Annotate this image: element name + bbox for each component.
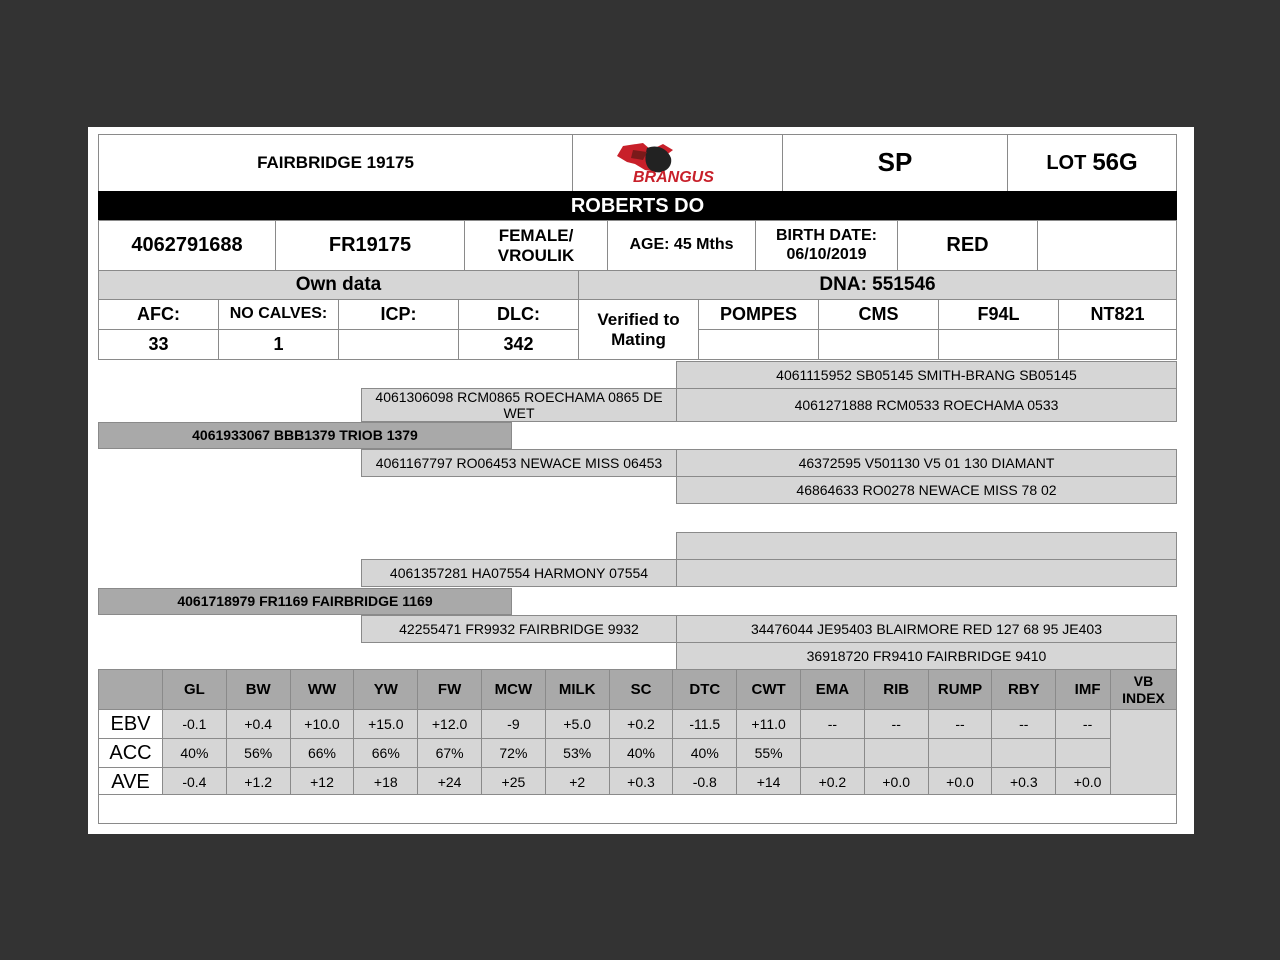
ebv-cell-ebv-rib: --: [864, 709, 929, 739]
ebv-col-bw: BW: [226, 669, 291, 710]
pedigree-dam: 4061718979 FR1169 FAIRBRIDGE 1169: [98, 588, 512, 615]
vb-index-value: [1110, 709, 1177, 795]
birth-date: BIRTH DATE: 06/10/2019: [755, 220, 898, 271]
ebv-col-gl: GL: [162, 669, 227, 710]
own-data-title: Own data: [98, 270, 579, 300]
ebv-cell-acc-sc: 40%: [609, 738, 674, 768]
verified-to-mating: Verified to Mating: [578, 299, 699, 360]
pedigree-dam-sire: 4061357281 HA07554 HARMONY 07554: [361, 559, 677, 587]
ebv-row-label-acc: ACC: [98, 738, 163, 768]
ebv-cell-ebv-cwt: +11.0: [736, 709, 801, 739]
ebv-cell-ave-sc: +0.3: [609, 767, 674, 797]
dna-title: DNA: 551546: [578, 270, 1177, 300]
ebv-cell-acc-rump: [928, 738, 993, 768]
ebv-cell-acc-bw: 56%: [226, 738, 291, 768]
afc-value: 33: [98, 329, 219, 360]
ebv-cell-ave-cwt: +14: [736, 767, 801, 797]
ebv-cell-acc-mcw: 72%: [481, 738, 546, 768]
f94l-value: [938, 329, 1059, 360]
pedigree-sire: 4061933067 BBB1379 TRIOB 1379: [98, 422, 512, 449]
ebv-col-yw: YW: [353, 669, 418, 710]
ebv-cell-ebv-rby: --: [991, 709, 1056, 739]
pedigree-sire-dam-sire: 46372595 V501130 V5 01 130 DIAMANT: [676, 449, 1177, 477]
ebv-cell-ebv-rump: --: [928, 709, 993, 739]
ebv-cell-ebv-mcw: -9: [481, 709, 546, 739]
icp-label: ICP:: [338, 299, 459, 330]
ebv-cell-ebv-imf: --: [1055, 709, 1120, 739]
ebv-cell-ave-gl: -0.4: [162, 767, 227, 797]
ebv-table-corner: [98, 669, 163, 710]
pedigree-sire-dam: 4061167797 RO06453 NEWACE MISS 06453: [361, 449, 677, 477]
ebv-col-ema: EMA: [800, 669, 865, 710]
animal-name: FAIRBRIDGE 19175: [98, 134, 573, 192]
ebv-cell-ave-rby: +0.3: [991, 767, 1056, 797]
pompes-value: [698, 329, 819, 360]
no-calves-label: NO CALVES:: [218, 299, 339, 330]
ebv-col-rby: RBY: [991, 669, 1056, 710]
pedigree-sire-sire: 4061306098 RCM0865 ROECHAMA 0865 DE WET: [361, 388, 677, 422]
pedigree-sire-sire-sire: 4061115952 SB05145 SMITH-BRANG SB05145: [676, 361, 1177, 389]
ebv-cell-ave-mcw: +25: [481, 767, 546, 797]
brangus-logo: [572, 134, 783, 192]
lot-number: [1007, 134, 1177, 192]
dlc-value: 342: [458, 329, 579, 360]
ebv-col-sc: SC: [609, 669, 674, 710]
ebv-cell-acc-ww: 66%: [290, 738, 355, 768]
pedigree-dam-dam: 42255471 FR9932 FAIRBRIDGE 9932: [361, 615, 677, 643]
ebv-row-label-ave: AVE: [98, 767, 163, 797]
ebv-cell-ave-dtc: -0.8: [672, 767, 737, 797]
ebv-cell-ave-rump: +0.0: [928, 767, 993, 797]
ebv-cell-ebv-fw: +12.0: [417, 709, 482, 739]
ebv-col-cwt: CWT: [736, 669, 801, 710]
ebv-col-fw: FW: [417, 669, 482, 710]
cms-value: [818, 329, 939, 360]
ebv-cell-ebv-sc: +0.2: [609, 709, 674, 739]
ebv-cell-ebv-milk: +5.0: [545, 709, 610, 739]
ebv-cell-acc-rby: [991, 738, 1056, 768]
ebv-cell-ave-fw: +24: [417, 767, 482, 797]
tag-number: FR19175: [275, 220, 465, 271]
lot-card: [88, 127, 1194, 834]
ebv-cell-acc-ema: [800, 738, 865, 768]
ebv-cell-ebv-yw: +15.0: [353, 709, 418, 739]
afc-label: AFC:: [98, 299, 219, 330]
ebv-cell-acc-rib: [864, 738, 929, 768]
ebv-cell-acc-milk: 53%: [545, 738, 610, 768]
lot-value: 56G: [1092, 149, 1138, 177]
ebv-cell-ebv-ww: +10.0: [290, 709, 355, 739]
ebv-cell-ebv-dtc: -11.5: [672, 709, 737, 739]
ebv-col-ww: WW: [290, 669, 355, 710]
ebv-cell-ave-rib: +0.0: [864, 767, 929, 797]
ebv-cell-acc-yw: 66%: [353, 738, 418, 768]
ebv-col-milk: MILK: [545, 669, 610, 710]
nt821-value: [1058, 329, 1177, 360]
ebv-cell-ebv-ema: --: [800, 709, 865, 739]
logo-text: BRANGUS: [632, 169, 714, 186]
age: AGE: 45 Mths: [607, 220, 756, 271]
ebv-cell-ave-milk: +2: [545, 767, 610, 797]
vb-index-label: VB INDEX: [1110, 669, 1177, 710]
ebv-cell-ebv-bw: +0.4: [226, 709, 291, 739]
ebv-cell-ave-yw: +18: [353, 767, 418, 797]
ebv-cell-acc-fw: 67%: [417, 738, 482, 768]
cms-label: CMS: [818, 299, 939, 330]
pedigree-sire-dam-dam: 46864633 RO0278 NEWACE MISS 78 02: [676, 476, 1177, 504]
pedigree-dam-sire-dam: [676, 559, 1177, 587]
ebv-row-label-ebv: EBV: [98, 709, 163, 739]
footer-blank-row: [98, 794, 1177, 824]
pompes-label: POMPES: [698, 299, 819, 330]
icp-value: [338, 329, 459, 360]
lot-label: LOT: [1046, 151, 1087, 174]
ebv-cell-ave-imf: +0.0: [1055, 767, 1120, 797]
sp-code: SP: [782, 134, 1008, 192]
identity-blank: [1037, 220, 1177, 271]
ebv-col-rib: RIB: [864, 669, 929, 710]
nt821-label: NT821: [1058, 299, 1177, 330]
color: RED: [897, 220, 1038, 271]
ebv-cell-ebv-gl: -0.1: [162, 709, 227, 739]
ebv-cell-acc-cwt: 55%: [736, 738, 801, 768]
ebv-col-imf: IMF: [1055, 669, 1120, 710]
ebv-cell-acc-gl: 40%: [162, 738, 227, 768]
sex: FEMALE/ VROULIK: [464, 220, 608, 271]
ebv-col-dtc: DTC: [672, 669, 737, 710]
pedigree-dam-sire-sire: [676, 532, 1177, 560]
ebv-cell-ave-bw: +1.2: [226, 767, 291, 797]
owner-name: ROBERTS DO: [98, 191, 1177, 221]
ebv-col-mcw: MCW: [481, 669, 546, 710]
no-calves-value: 1: [218, 329, 339, 360]
pedigree-dam-dam-sire: 34476044 JE95403 BLAIRMORE RED 127 68 95 JE403: [676, 615, 1177, 643]
ebv-cell-acc-dtc: 40%: [672, 738, 737, 768]
pedigree-sire-sire-dam: 4061271888 RCM0533 ROECHAMA 0533: [676, 388, 1177, 422]
reg-number: 4062791688: [98, 220, 276, 271]
ebv-cell-ave-ema: +0.2: [800, 767, 865, 797]
bull-logo-icon: [603, 138, 753, 188]
ebv-col-rump: RUMP: [928, 669, 993, 710]
f94l-label: F94L: [938, 299, 1059, 330]
ebv-cell-ave-ww: +12: [290, 767, 355, 797]
pedigree-dam-dam-dam: 36918720 FR9410 FAIRBRIDGE 9410: [676, 642, 1177, 670]
dlc-label: DLC:: [458, 299, 579, 330]
